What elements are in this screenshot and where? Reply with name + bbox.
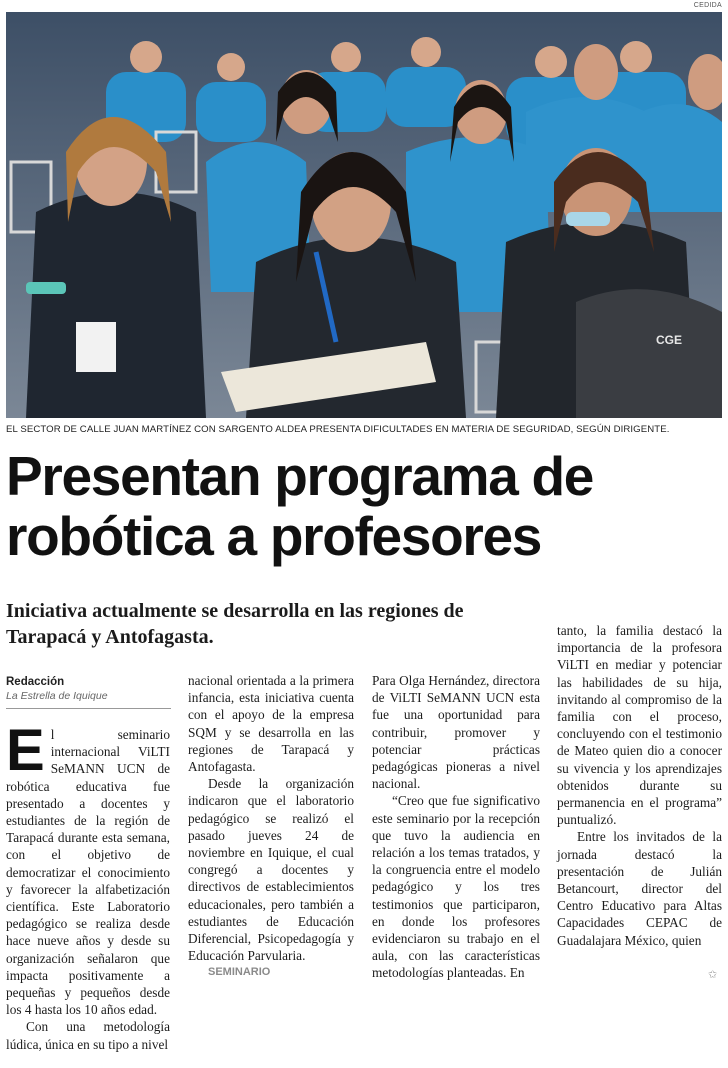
photo-caption: EL SECTOR DE CALLE JUAN MARTÍNEZ CON SARGENTO ALDEA PRESENTA DIFICULTADES EN MATERIA DE SEGURIDAD, SEGÚN DIRIGENTE. xyxy=(6,424,670,435)
article-paragraph-2-continued: nacional orientada a la primera infancia, esta iniciativa cuenta con el apoyo de la empresa SQM y se desarrolla en las regiones de Tarapacá y Antofagasta. xyxy=(188,673,354,775)
article-paragraph-3: Desde la organización indicaron que el laboratorio pedagógico se realizó el pasado jueves 24 de noviembre en Iquique, el cual congregó a docentes y directivos de establecimientos educacionales, pero también a estudiantes de Educación Diferencial, Psicopedagogía y Educación Parvularia. xyxy=(188,776,354,964)
article-column-4 xyxy=(557,622,722,949)
article-end-icon: ✩ xyxy=(708,969,718,981)
article-paragraph-4-continued: Para Olga Hernández, directora de ViLTI SeMANN UCN esta fue una oportunidad para contribuir, promover y potenciar prácticas pedagógicas pioneras a nivel nacional. xyxy=(372,673,540,792)
headline xyxy=(6,446,722,566)
photo-credit: CEDIDA xyxy=(693,2,722,9)
article-paragraph-6: Entre los invitados de la jornada destacó la presentación de Julián Betancourt, director del Centro Educativo para Altas Capacidades CEPAC de Guadalajara México, quien xyxy=(557,829,722,948)
article-paragraph-1: El seminario internacional ViLTI SeMANN UCN de robótica educativa fue presentado a docentes y estudiantes de la región de Tarapacá durante esta semana, con el objetivo de democratizar el conocimiento y favorecer la alfabetización científica. Este Laboratorio pedagógico se realiza desde hace nueve años y desde su organización señalaron que impacta positivamente a pequeñas y pequeños desde los 4 hasta los 10 años edad. xyxy=(6,718,170,1018)
section-label: SEMINARIO xyxy=(208,966,271,979)
headline-line-2: robótica a profesores xyxy=(6,505,542,567)
subheadline: Iniciativa actualmente se desarrolla en las regiones de Tarapacá y Antofagasta. xyxy=(6,600,464,648)
article-paragraph-5: “Creo que fue significativo este seminario por la recepción que tuvo la audiencia en relación a los temas tratados, y la congruencia entre el modelo pedagógico y los tres testimonios que participaron, en donde los profesores evidenciaron su trabajo en el aula, con las características metodologías planteadas. En xyxy=(372,793,540,981)
byline-author: Redacción xyxy=(6,676,65,688)
byline-source: La Estrella de Iquique xyxy=(6,690,108,702)
news-photo xyxy=(6,12,722,418)
article-column-1 xyxy=(6,718,170,1053)
article-column-2 xyxy=(188,672,354,982)
headline-line-1: Presentan programa de xyxy=(6,445,594,507)
article-column-3 xyxy=(372,672,540,982)
seminar-audience-illustration xyxy=(6,12,722,418)
byline-divider xyxy=(6,708,171,709)
article-paragraph-2: Con una metodología lúdica, única en su tipo a nivel xyxy=(6,1019,170,1052)
bag-logo-text: CGE xyxy=(656,333,683,347)
article-paragraph-5-continued: tanto, la familia destacó la importancia de la profesora ViLTI en mediar y potenciar las habilidades de su hija, invitando al compromiso de la familia con el proceso, concluyendo con el testimonio de Mateo quien dio a conocer su vivencia y los aprendizajes obtenidos durante su permanencia en el programa” puntualizó. xyxy=(557,623,722,828)
drop-cap: E xyxy=(6,718,45,783)
